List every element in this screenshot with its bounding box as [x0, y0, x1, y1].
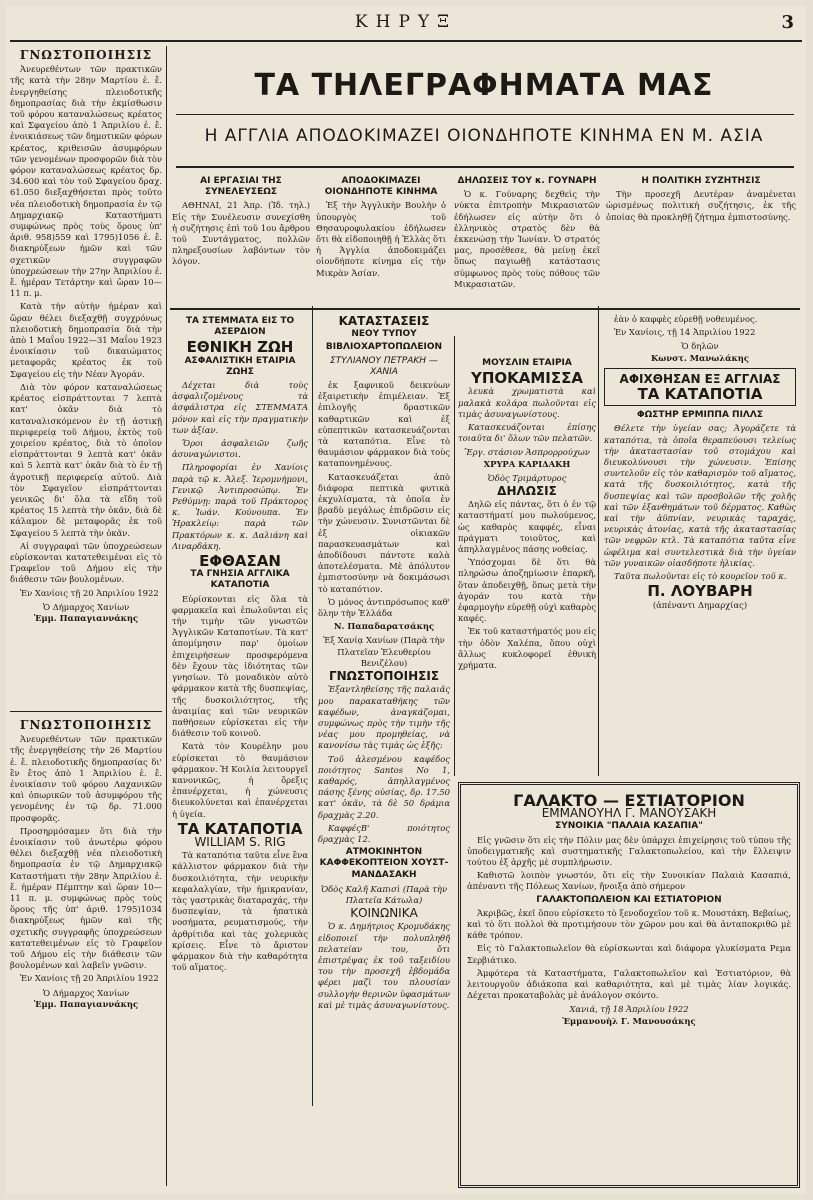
restaurant-body3: Ἀκριβῶς, ἐκεῖ ὅπου εὑρίσκετο τὸ ξενοδοχεῖον τοῦ κ. Μουστάκη. Βεβαίως, καὶ τὸ ὅτι πολλοὶ θὰ προτιμήσουν τὸν χῶρον μου καὶ θὰ ἀνταποκριθῶ μὲ κάθε τρόπον. — [467, 907, 791, 941]
muslin-body2: Κατασκευάζονται ἐπίσης τοιαῦτα δι' ὅλων τῶν πελατῶν. — [458, 422, 596, 444]
col4-body: Θέλετε τὴν ὑγείαν σας; Ἀγοράζετε τὰ καταπότια, τὰ ὁποῖα θεραπεύουσι τελείως τὴν ἀκαταστασίαν τοῦ στομάχου καὶ διευκολύνουσι τὴν χώνευσιν. Ἐπίσης συντελοῦν εἰς τὸν καθαρισμὸν τοῦ αἵματος, κατὰ τῆς δυσκοιλιότητος, κατὰ τῆς δυσπεψίας καὶ τῶν προσβολῶν τῆς χολῆς καὶ τῶν ἐξανθημάτων τοῦ δέρματος. Καθὼς καὶ τὴν ἀϋπνίαν, νευρικὰς ταραχάς, νευρικὰς ἀτονίας, κατὰ τῆς ἀκαταστασίας τῶν νεφρῶν κτλ. Τὰ καταπότια ταῦτα εἶνε ὠφέλιμα καὶ συντελεστικὰ διὰ τὴν ὑγείαν τῶν γυναικῶν οἱασδήποτε ἡλικίας. — [604, 423, 796, 568]
notice-1-date: Ἐν Χανίοις τῇ 20 Ἀπριλίου 1922 — [20, 587, 159, 598]
efthasan-subheading: ΤΑ ΓΝΗΣΙΑ ΑΓΓΛΙΚΑ ΚΑΤΑΠΟΤΙΑ — [190, 569, 290, 591]
muslin-body: λευκὰ χρωματιστὰ καὶ μαλακὰ κολάρα πωλοῦνται εἰς τιμὰς ἀσυναγωνίστους. — [458, 386, 596, 419]
katapotia-heading: ΤΑ ΚΑΤΑΠΟΤΙΑ — [177, 819, 303, 838]
column-divider-2 — [312, 306, 313, 1106]
arrived-subheading: ΤΑ ΚΑΤΑΠΟΤΙΑ — [637, 385, 763, 404]
muslin-subheading: ΥΠΟΚΑΜΙΣΣΑ — [470, 369, 583, 388]
restaurant-body2: Καθιστῶ λοιπὸν γνωστόν, ὅτι εἰς τὴν Συνοικίαν Παλαιὰ Κασαπιά, ἀπέναντι τῆς Πόλεως Χανίων, ἤνοιξα ἀπὸ σήμερον — [467, 870, 791, 892]
left-column-notice-1 — [10, 46, 162, 706]
ethniki-body: Δέχεται διὰ τοὺς ἀσφαλιζομένους τὰ ἀσφάλιστρα εἰς ΣΤΕΜΜΑΤΑ μόνον καὶ εἰς τὴν πραγματικὴν των ἀξίαν. — [172, 380, 308, 435]
notice-2-signature: Ὁ Δήμαρχος Χανίων — [42, 987, 130, 998]
notice-2-body: Ἀνευρεθέντων τῶν πρακτικῶν τῆς ἐνεργηθείσης τὴν 26 Μαρτίου ἐ. ἔ. πλειοδοτικῆς δημοπρασίας δι' ἓν ἔτος ἀπὸ 1 Ἀπριλίου ἐ. ἔ. ἐνοικίασιν τοῦ φόρου Λαχανικῶν καὶ ὀπωρικῶν τοῦ ἀσυμφόρου τῆς γενομένης ἐν τῷ δρ. 71.000 προσφορᾶς. — [10, 734, 162, 823]
column-divider-3 — [454, 336, 455, 776]
ethniki-body2: Ὅροι ἀσφαλειῶν ζωῆς ἀσυναγώνιστοι. — [172, 438, 308, 460]
newspaper-page — [6, 6, 806, 1194]
restaurant-ad-content — [467, 791, 791, 1177]
banner-subheadline: Η ΑΓΓΛΙΑ ΑΠΟΔΟΚΙΜΑΖΕΙ ΟΙΟΝΔΗΠΟΤΕ ΚΙΝΗΜΑ ΕΝ Μ. ΑΣΙΑ — [204, 126, 764, 146]
col4-date: Ἐν Χανίοις, τῇ 14 Ἀπριλίου 1922 — [614, 327, 756, 338]
katapotia-brand: WILLIAM S. RIG — [194, 834, 286, 849]
col4-name: Κωνστ. Μανωλάκης — [651, 352, 749, 363]
muslin-workshop: Ἔργ. στάσιον Ἀσπρορρούχων — [464, 447, 590, 458]
col4-seller-address: (ἀπέναντι Δημαρχίας) — [652, 600, 748, 611]
ethniki-heading: ΕΘΝΙΚΗ ΖΩΗ — [186, 338, 294, 357]
notice-1-name: Ἐμμ. Παπαγιαννάκης — [33, 612, 139, 623]
column-3b — [458, 356, 596, 776]
notice-1-body3: Διὰ τὸν φόρον καταναλώσεως κρέατος εἰσπράττονται 7 λεπτὰ κατ' ὀκᾶν διὰ τὸ καταναλισκόμενον ἐν τῇ ἀστικῇ περιφερείᾳ τοῦ Δήμου, ἐκτὸς τοῦ χοιρείου κρέατος, διὰ τὸ ὁποῖον εἰσπράττονται 9 λεπτὰ κατ' ὀκᾶν καὶ 5 λεπτὰ κατ' ὀκᾶν διὰ τὸ ἐν τῇ ἀγροτικῇ περιφερείᾳ αὐτοῦ. Διὰ τὸν Σφαγεῖον εἰσπράττονται γενικῶς δι' ὅλα τὰ εἴδη τοῦ κρέατος 15 λεπτὰ τὴν ὀκᾶν, διὰ δὲ κάλαμον δὲ μεταφορᾶς ἐκ τοῦ Σφαγείου 5 λεπτὰ τὴν ὀκᾶν. — [10, 381, 162, 538]
katastaseis-agent-address: Ἐξ Χανίᾳ Χανίων (Παρὰ τὴν Πλατεῖαν Ἐλευθερίου Βενιζέλου) — [323, 635, 445, 668]
coffee-notice-heading: ΓΝΩΣΤΟΠΟΙΗΣΙΣ — [328, 669, 440, 684]
column-3 — [318, 314, 450, 1104]
banner-rule-bottom — [176, 166, 794, 168]
restaurant-body4: Εἰς τὸ Γαλακτοπωλεῖον θὰ εὑρίσκωνται καὶ διάφορα γλυκίσματα Ρεμα Σερβιάτικο. — [467, 943, 791, 965]
efthasan-heading: ΕΦΘΑΣΑΝ — [199, 552, 281, 571]
katastaseis-body3: Ὁ μόνος ἀντιπρόσωπος καθ' ὅλην τὴν Ἑλλάδα — [318, 596, 450, 619]
katastaseis-owner: ΣΤΥΛΙΑΝΟΥ ΠΕΤΡΑΚΗ — ΧΑΝΙΑ — [330, 355, 438, 377]
coffee-shop: ΑΤΜΟΚΙΝΗΤΟΝ ΚΑΦΦΕΚΟΠΤΕΙΟΝ ΧΟΥΣΤ-ΜΑΝΔΑΣΑΚΗ — [319, 847, 449, 880]
declaration-body3: Ἐκ τοῦ καταστήματός μου εἰς τὴν ὁδὸν Χαλέπα, ὅπου οὐχὶ ἄλλως κυκλοφορεῖ ἐθνικὴ χρήματα. — [458, 626, 596, 671]
restaurant-heading: ΓΑΛΑΚΤΟ — ΕΣΤΙΑΤΟΡΙΟΝ — [513, 791, 745, 810]
col4-seller: Π. ΛΟΥΒΑΡΗ — [647, 582, 753, 601]
efthasan-body2: Κατὰ τὸν Κουρέλην μου εὑρίσκεται τὸ θαυμάσιον φάρμακον. Ἡ Κοιλία λειτουργεῖ κανονικῶς, ἡ ὄρεξις ἐπανέρχεται, ἡ χώνευσις διευκολύνεται καὶ ἐπανέρχεται ἡ ὑγεία. — [172, 741, 308, 819]
social-body: Ὁ κ. Δημήτριος Κρομυδάκης εἰδοποιεῖ τὴν πολυπληθῆ πελατείαν του, ὅτι ἐπιστρέψας ἐκ τοῦ ταξειδίου του τὴν προσεχῆ ἑβδομάδα φέρει μαζὶ του πλουσίαν συλλογὴν θερινῶν ὑφασμάτων καὶ μὲ τιμὰς ἀσυναγωνίστους. — [318, 921, 450, 1010]
telegram-workers-heading: ΑΙ ΕΡΓΑΣΙΑΙ ΤΗΣ ΣΥΝΕΛΕΥΣΕΩΣ — [200, 176, 282, 198]
telegram-rejects — [316, 174, 446, 304]
telegram-gounaris-heading: ΔΗΛΩΣΕΙΣ ΤΟΥ κ. ΓΟΥΝΑΡΗ — [457, 176, 597, 186]
muslin-heading: ΜΟΥΣΛΙΝ ΕΤΑΙΡΙΑ — [482, 358, 572, 368]
column-divider-1 — [166, 46, 167, 1186]
declaration-body: Δηλῶ εἰς πάντας, ὅτι ὁ ἐν τῷ καταστήματί μου πωλούμενος, ὡς καθαρὸς καφφές, εἶναι πράγματι τοιοῦτος, καὶ ἀπηλλαγμένος πάσης νοθείας. — [458, 499, 596, 555]
social-heading: ΚΟΙΝΩΝΙΚΑ — [350, 906, 418, 921]
katastaseis-agent: Ν. Παπαδαρατσάκης — [333, 621, 435, 632]
notice-2-title: ΓΝΩΣΤΟΠΟΙΗΣΙΣ — [19, 718, 153, 732]
restaurant-owner: ΕΜΜΑΝΟΥΗΛ Γ. ΜΑΝΟΥΣΑΚΗ — [541, 806, 717, 821]
coffee-address: Ὁδὸς Καλῆ Καπισὶ (Παρὰ τὴν Πλατεῖα Κάτωλα) — [320, 883, 448, 905]
restaurant-location: ΣΥΝΟΙΚΙΑ "ΠΑΛΑΙΑ ΚΑΣΑΠΙΑ" — [555, 821, 703, 832]
ethniki-subheading: ΑΣΦΑΛΙΣΤΙΚΗ ΕΤΑΙΡΙΑ ΖΩΗΣ — [184, 355, 296, 377]
telegram-political-heading: Η ΠΟΛΙΤΙΚΗ ΣΥΖΗΤΗΣΙΣ — [641, 176, 761, 186]
katastaseis-heading: ΚΑΤΑΣΤΑΣΕΙΣ — [338, 314, 430, 328]
telegram-rejects-body: Ἐξ τὴν Ἀγγλικὴν Βουλὴν ὁ ὑπουργὸς τοῦ Θησαυροφυλακίου ἐδήλωσεν ὅτι θὰ εἰδοποιηθῇ ἡ Ἑλλὰς ὅτι ἡ Ἀγγλία ἀποδοκιμάζει οἱονδήποτε κίνημα εἰς τὴν Μικρὰν Ἀσίαν. — [316, 200, 446, 278]
notice-1-body: Ἀνευρεθέντων τῶν πρακτικῶν τῆς κατὰ τὴν 28ην Μαρτίου ἐ. ἔ. ἐνεργηθείσης πλειοδοτικῆς δημοπρασίας διὰ τὴν ἐκμίσθωσιν τοῦ φόρου καταναλώσεως κρέατος καὶ Σφαγείου ἀπὸ 1 Ἀπριλίου ἐ. ἔ. ἐνοικιάσεως τῶν δημοτικῶν φόρων κρέατος, κριθεισῶν ἀσυμφόρων τῶν γενομένων προσφορῶν διὰ τὸν φόρον καταναλώσεως κρέατος δρ. 34.600 καὶ τὸν τοῦ Σφαγείου δραχ. 61.050 διεξαχθήσεται πρὸς τοῦτο νέα πλειοδοτικὴ δημοπρασία ἐν τῷ Δημαρχιακῷ Καταστήματι συμφώνως πρὸς τοὺς ὅρους ὑπ' ἀριθ. 958)559 καὶ 1795)1056 ἐ. ἔ. διακηρύξεων ἡμῶν καὶ τῶν σχετικῶν συγγραφῶν ὑποχρεώσεων τὴν 27ην Ἀπριλίου ἐ. ἔ. ἡμέραν Τετάρτην καὶ ὥραν 10—11 π. μ. — [10, 64, 162, 299]
notice-2-body2: Προσηρμόσαμεν ὅτι διὰ τὴν ἐνοικίασιν τοῦ ἀνωτέρω φόρου θέλει διεξαχθῇ νέα πλειοδοτικὴ δημοπρασία ἐν τῷ Δημαρχιακῷ Καταστήματι τὴν 28ην Ἀπριλίου ἐ. ἔ. ἡμέραν Πέμπτην καὶ ὥραν 10—11 π. μ. συμφώνως πρὸς τοὺς ὅρους τῆς ὑπ' ἀριθ. 1795)1034 διακηρύξεως ἡμῶν καὶ τῆς σχετικῆς συγγραφῆς ὑποχρεώσεων κατατεθειμένων εἰς τὸ Γραφεῖον τοῦ Δήμου εἰς τὴν διάθεσιν τῶν βουλομένων καὶ λαβεῖν γνῶσιν. — [10, 825, 162, 971]
telegram-gounaris-body: Ὁ κ. Γούναρης δεχθεὶς τὴν νύκτα ἐπιτροπὴν Μικρασιατῶν ἐδήλωσεν εἰς αὐτὴν ὅτι ὁ ἑλληνικὸς στρατὸς δὲν θὰ ἐκκενώσῃ τὴν Ἰωνίαν. Ὁ στρατός μας, προσέθεσε, θὰ μείνῃ ἐκεῖ ὅπως παγιωθῇ κατάστασις σύμφωνος πρὸς τοὺς πόθους τῶν Μικρασιατῶν. — [454, 189, 600, 289]
katastaseis-body: ἐκ ξαφνικοῦ δεικνύων ἐξαιρετικὴν ἐπιμέλειαν. Ἐξ ἐπιλογῆς δραστικῶν καθαρτικῶν καὶ ἐξ εὐπεπτικῶν κατασκευάζονται τὰ καταπότια. Εἶνε τὸ θαυμάσιον φάρμακον διὰ τοὺς καταπονημένους. — [318, 380, 450, 469]
coffee-notice-body: Ἐξαντληθείσης τῆς παλαιᾶς μου παρακαταθήκης τῶν καφέδων, ἀναγκάζομαι, συμφώνως πρὸς τὴν τιμὴν τῆς νέας μου προμηθείας, νὰ κανονίσω τὰς τιμὰς ὡς ἑξῆς: — [318, 684, 450, 751]
telegram-gounaris — [454, 174, 600, 304]
telegram-political — [606, 174, 796, 304]
muslin-address: Ὁδὸς Τριμάρτυρος — [487, 472, 567, 483]
telegram-bottom-rule — [170, 308, 800, 310]
restaurant-date: Χανιά, τῇ 18 Ἀπριλίου 1922 — [569, 1004, 689, 1015]
katastaseis-body2: Κατασκευάζεται ἀπὸ διάφορα πεπτικὰ φυτικὰ ἐκχυλίσματα, τὰ ὁποῖα ἐν βραδὺ μεγάλως ἐπιδρῶσιν εἰς τὴν χώνευσιν. Συνιστῶνται δὲ ἐξ οἰκιακῶν παρασκευασμάτων καὶ ἀποδίδουσι πάντοτε καλὰ ἀποτελέσματα. Μὲ ἀπόλυτον ἐμπιστοσύνην νὰ δοκιμάσωσι τὸ καταπότιον. — [318, 471, 450, 594]
telegram-workers — [172, 174, 310, 304]
running-title: ΚΗΡΥΞ — [354, 12, 458, 32]
telegram-political-body: Τὴν προσεχῆ Δευτέραν ἀναμένεται ὡρισμένως πολιτικὴ συζήτησις, ἐκ τῆς ὁποίας θὰ προκληθῇ ζήτημα ἐμπιστοσύνης. — [606, 189, 796, 222]
coffee-notice-body2: Τοῦ ἀλεσμένου καφέδος ποιότητος Santos No 1, καθαρός, ἀπηλλαγμένος πάσης ξένης οὐσίας, δρ. 17.50 κατ' ὀκᾶν, τὰ δὲ 50 δράμια δραχμὰς 2.20. — [318, 753, 450, 820]
declaration-heading: ΔΗΛΩΣΙΣ — [497, 484, 557, 499]
banner-rule — [176, 114, 794, 115]
katastaseis-tag: ΝΕΟΥ ΤΥΠΟΥ — [351, 329, 417, 340]
masthead — [6, 10, 806, 36]
notice-1-body4: Αἱ συγγραφαὶ τῶν ὑποχρεώσεων εὑρίσκονται κατατεθειμέναι εἰς τὸ Γραφεῖον τοῦ Δήμου εἰς τὴν διάθεσιν τῶν βουλομένων. — [10, 540, 162, 585]
column-4 — [604, 314, 796, 774]
telegram-rejects-heading: ΑΠΟΔΟΚΙΜΑΖΕΙ ΟΙΟΝΔΗΠΟΤΕ ΚΙΝΗΜΑ — [324, 176, 438, 198]
col4-intro: ἐὰν ὁ καφφὲς εὑρεθῇ νοθευμένος. — [614, 314, 758, 324]
telegram-workers-body: ΑΘΗΝΑΙ, 21 Ἀπρ. (Ἰδ. τηλ.) Εἰς τὴν Συνέλευσιν συνεχίσθη ἡ συζήτησις ἐπὶ τοῦ 1ου ἄρθρου τοῦ Συντάγματος, πολλῶν πληρεξουσίων λαβόντων τὸν λόγον. — [172, 200, 310, 267]
wreaths-heading: ΤΑ ΣΤΕΜΜΑΤΑ ΕΙΣ ΤΟ ΑΣΕΡΔΙΟΝ — [185, 316, 295, 338]
coffee-notice-body3: ΚαφφέςΒ' ποιότητος δραχμὰς 12. — [318, 822, 450, 844]
ethniki-body3: Πληροφορίαι ἐν Χανίοις παρὰ τῷ κ. Ἀλεξ. Ἱερομνήμονι, Γενικῷ Ἀντιπροσώπῳ. Ἐν Ρεθύμνῃ: παρὰ τοῦ Πράκτορος κ. Ἰωάν. Κούνουπα. Ἐν Ἡρακλείῳ: παρὰ τῶν Πρακτόρων κ. κ. Δαλιάνη καὶ Λιναρδάκη. — [172, 462, 308, 551]
restaurant-signature: Ἐμμανουὴλ Γ. Μανουσάκης — [562, 1015, 696, 1026]
col4-sold: Ταῦτα πωλοῦνται εἰς τὸ κουρεῖον τοῦ κ. — [614, 571, 787, 582]
restaurant-body: Εἰς γνῶσιν ὅτι εἰς τὴν Πόλιν μας δὲν ὑπάρχει ἐπιχείρησις τοῦ τύπου τῆς ὑποδειγματικῆς καὶ συστηματικῆς Γαλακτοπωλείου, καὶ τὴν ἔλλειψιν τούτου ἐξ ἀρχῆς μὲ συμπλήρωσιν. — [467, 834, 791, 868]
notice-2-date: Ἐν Χανίοις τῇ 20 Ἀπριλίου 1922 — [20, 973, 159, 984]
page-number: 3 — [781, 12, 794, 33]
arrived-heading: ΑΦΙΧΘΗΣΑΝ ΕΞ ΑΓΓΛΙΑΣ — [619, 371, 781, 386]
banner-headline: ΤΑ ΤΗΛΕΓΡΑΦΗΜΑΤΑ ΜΑΣ — [254, 68, 714, 103]
notice-1-body2: Κατὰ τὴν αὐτὴν ἡμέραν καὶ ὥραν θέλει διεξαχθῇ συγχρόνως πλειοδοτικὴ δημοπρασία διὰ τὴν ἀπὸ 1 Μαΐου 1922—31 Μαΐου 1923 ἐνοικίασιν τοῦ δικαιώματος μεταφορᾶς κρέατος ἐκ τοῦ Σφαγείου εἰς τὴν Νέαν Ἀγοράν. — [10, 301, 162, 379]
masthead-rule — [10, 40, 802, 42]
katastaseis-sub: ΒΙΒΛΙΟΧΑΡΤΟΠΩΛΕΙΟΝ — [325, 342, 443, 353]
notice-2-name: Ἐμμ. Παπαγιαννάκης — [33, 998, 139, 1009]
efthasan-body: Εὑρίσκονται εἰς ὅλα τὰ φαρμακεῖα καὶ ἐπωλοῦνται εἰς τὴν τιμὴν τῶν γνωστῶν Ἀγγλικῶν Καταποτίων. Τὰ κατ' ἀπομίμησιν παρ' ὁμοίων ἐπιχειρήσεων προσφερόμενα δὲν ἔχουν τὰς ἰδιότητας τῶν γνησίων. Τὸ μοναδικὸν αὐτὸ φάρμακον κατὰ τῆς δυσπεψίας, τῆς δυσκοιλιότητος, τῆς ἀναιμίας καὶ τῶν νευρικῶν παθήσεων εὑρίσκεται εἰς τὴν διάθεσιν τοῦ κοινοῦ. — [172, 593, 308, 739]
notice-1-title: ΓΝΩΣΤΟΠΟΙΗΣΙΣ — [19, 48, 153, 62]
declaration-body2: Ὑπόσχομαι δὲ ὅτι θὰ πληρώσω ἀποζημίωσιν ἐπαρκῆ, ὅταν ἀποδειχθῇ, ὅπως μετὰ τὴν ἀγοράν του κατὰ τὴν ἐφαρμογὴν εὑρεθῇ οὐχὶ καθαρὸς καφές. — [458, 557, 596, 624]
arrived-box — [604, 368, 796, 406]
muslin-name: ΧΡΥΡΑ ΚΑΡΙΔΑΚΗ — [483, 458, 571, 469]
katapotia-body: Τὰ καταπότια ταῦτα εἶνε ἓνα κάλλιστον φάρμακον διὰ τὴν δυσκοιλιότητα, τὴν νευρικὴν κεφαλαλγίαν, τὴν ἡμικρανίαν, τὰς γαστρικὰς διαταραχάς, τὴν δυσπεψίαν, τὰ ἡπατικὰ νοσήματα, ρευματισμούς, τὴν ἀρθρίτιδα καὶ τὰς χολερικὰς κρίσεις. Εἶνε τὸ ἄριστον φάρμακον διὰ τὴν καθαρότητα τοῦ αἵματος. — [172, 850, 308, 973]
column-2 — [172, 314, 308, 1104]
arrived-brand: ΦΩΣΤΗΡ ΕΡΜΙΠΠΑ ΠΙΛΛΣ — [636, 410, 764, 421]
col4-signature: Ὁ δηλῶν — [681, 341, 719, 352]
left-divider — [10, 711, 162, 712]
restaurant-subheading: ΓΑΛΑΚΤΟΠΩΛΕΙΟΝ ΚΑΙ ΕΣΤΙΑΤΟΡΙΟΝ — [536, 894, 722, 905]
restaurant-body5: Ἀμφότερα τὰ Καταστήματα, Γαλακτοπωλεῖον καὶ Ἐστιατόριον, θὰ λειτουργοῦν ἀδιάκοπα καὶ καθαριότητα, καὶ μὲ τιμὰς λίαν λογικάς. Δέχεται προκαταβολὰς μὲ ἀνάλογον σκόντο. — [467, 967, 791, 1001]
left-column-notice-2 — [10, 716, 162, 1156]
restaurant-ad — [458, 782, 800, 1188]
notice-1-signature: Ὁ Δήμαρχος Χανίων — [42, 601, 130, 612]
column-divider-4 — [598, 306, 599, 776]
